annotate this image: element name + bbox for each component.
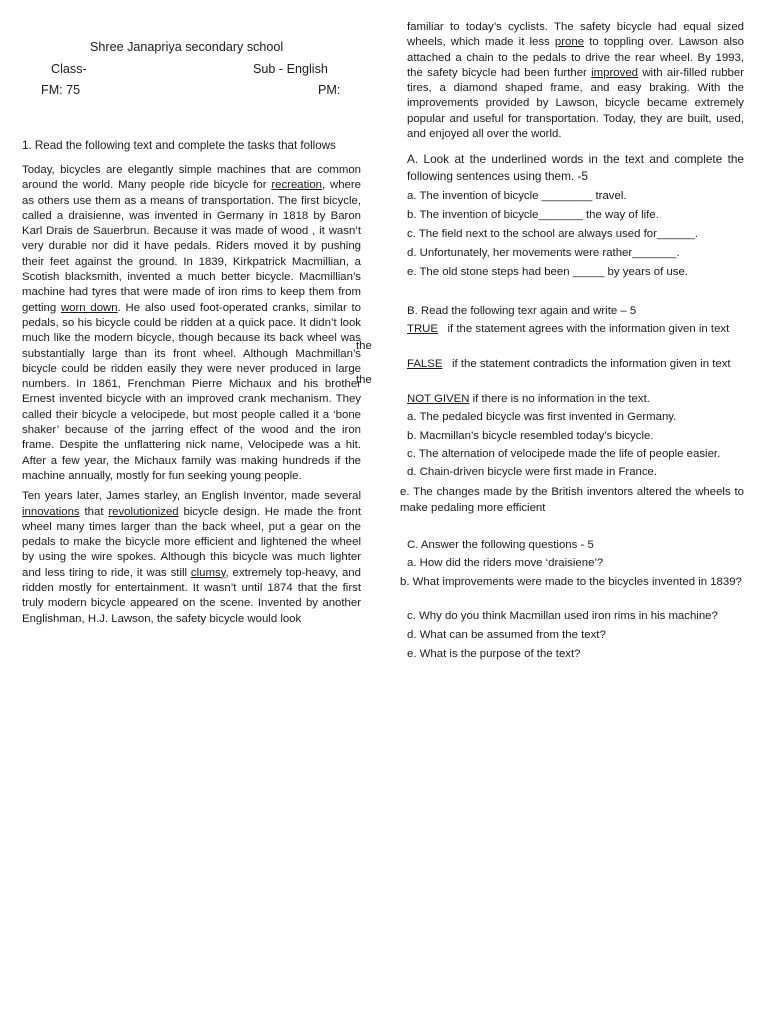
passage-paragraph-1 — [22, 163, 361, 484]
section-b-item: c. The alternation of velocipede made the life of people easier. — [407, 448, 721, 460]
section-a-item: d. Unfortunately, her movements were rather_______. — [407, 247, 680, 259]
section-c-question: d. What can be assumed from the text? — [407, 629, 606, 641]
underlined-word-recreation: recreation — [271, 179, 322, 192]
underlined-word-revolutionized: revolutionized — [108, 505, 179, 518]
true-description: if the statement agrees with the information given in text — [447, 323, 730, 335]
section-c-question: a. How did the riders move ‘draisiene’? — [407, 557, 604, 569]
passage-text: , extremely top-heavy, and ridden mostly for entertainment. It wasn’t until 1874 that the first truly modern bicycle appeared on the scene. Invented by another Englishman, H.J. Lawson, the safety bicycle would look — [22, 566, 361, 625]
passage-text: Ten years later, James starley, an English Inventor, made several — [22, 490, 361, 503]
passage-paragraph-2 — [22, 489, 361, 627]
section-c-question: e. What is the purpose of the text? — [407, 648, 581, 660]
passage-text: bicycle design. He made the front wheel many times larger than the back wheel, put a gear on the pedals to make the bicycle more efficient and lightened the wheel by using the wire spokes. Although this bicycle was much lighter and less tiring to ride, it was still — [22, 505, 361, 579]
section-b-instruction: B. Read the following texr again and write – 5 — [407, 305, 637, 317]
section-c-instruction: C. Answer the following questions - 5 — [407, 539, 594, 551]
section-a-item: b. The invention of bicycle_______ the way of life. — [407, 209, 659, 221]
full-marks-label: FM: 75 — [41, 83, 81, 97]
underlined-word-improved: improved — [591, 66, 639, 79]
passage-text: Today, bicycles are elegantly simple machines that are common around the world. Many people ride bicycle for — [22, 164, 361, 192]
false-description: if the statement contradicts the information given in text — [451, 358, 731, 370]
passage-text: . He also used foot-operated cranks, similar to pedals, so his bicycle could be ridden at a quick pace. It didn’t look much like the modern bicycle, though because its back wheel was substantially large than its front wheel. Although Machmillan’s bicycle could be ridden easily they were never produced in large numbers. In 1861, Frenchman Pierre Michaux and his brother Ernest invented bicycle with an improved crank mechanism. They called their bicycle a velocipede, but most people called it a ‘bone shaker’ because of the jarring effect of the wood and the iron frame. Despite the unflattering nick name, Velocipede was a hit. After a few year, the Michaux family was making hundreds if the machine annually, mostly for fun seeking young people. — [22, 301, 361, 482]
section-a-item: e. The old stone steps had been _____ by years of use. — [407, 266, 688, 278]
false-key: FALSE — [407, 358, 443, 370]
passage-right-column — [407, 20, 744, 142]
passage-text: , where as others use them as a means of transportation. The first bicycle, called a draisienne, was invented in Germany in 1818 by Baron Karl Drais de Sauerbrun. Because it was made of wood , it wasn’t very durable nor did it have pedals. Riders moved it by pushing their feet against the ground. In 1839, Kirkpatrick Macmillian, a Scotish blacksmith, invented a much better bicycle. Macmillian’s machine had tyres that were made of iron rims to keep them from getting — [22, 179, 361, 314]
underlined-word-prone: prone — [554, 36, 585, 49]
passage-paragraph-3 — [407, 20, 744, 142]
class-label: Class- — [51, 62, 87, 76]
section-b-item: b. Macmillan’s bicycle resembled today’s bicycle. — [407, 430, 654, 442]
section-b-item-e: e. The changes made by the British inventors altered the wheels to make pedaling more efficient — [400, 486, 744, 514]
section-b-not-given-definition — [407, 392, 650, 407]
not-given-key: NOT GIVEN — [407, 393, 470, 405]
section-b-true-definition — [407, 321, 744, 338]
pass-marks-label: PM: — [318, 83, 341, 97]
stray-text-the: the — [356, 374, 372, 386]
passage-text: familiar to today’s cyclists. The safety bicycle had equal sized wheels, which made it less — [407, 21, 744, 49]
stray-text-the: the — [356, 340, 372, 352]
school-name: Shree Janapriya secondary school — [90, 40, 284, 54]
section-b-false-definition — [407, 356, 744, 373]
true-key: TRUE — [407, 323, 439, 335]
underlined-word-clumsy: clumsy — [190, 566, 226, 579]
task-instruction: 1. Read the following text and complete the tasks that follows — [22, 139, 336, 152]
section-c-question: c. Why do you think Macmillan used iron rims in his machine? — [407, 610, 718, 622]
section-b-item: a. The pedaled bicycle was first invented in Germany. — [407, 411, 677, 423]
section-c-question: b. What improvements were made to the bicycles invented in 1839? — [400, 576, 742, 588]
not-given-description: if there is no information in the text. — [469, 393, 650, 405]
section-a-item: c. The field next to the school are always used for______. — [407, 228, 699, 240]
subject-label: Sub - English — [253, 62, 328, 76]
section-a-item: a. The invention of bicycle ________ travel. — [407, 190, 627, 202]
passage-text: with air-filled rubber tires, a diamond shaped frame, and easy braking. With the improvements provided by Lawson, bicycle became extremely popular and useful for transportation. Today, they are built, used, and enjoyed all over the world. — [407, 66, 744, 141]
section-a-instruction: A. Look at the underlined words in the text and complete the following sentences using them. -5 — [407, 152, 744, 183]
passage-text: to toppling over. Lawson also attached a chain to the pedals to drive the rear wheel. By 1993, the safety bicycle had been further — [407, 36, 745, 79]
underlined-word-innovations: innovations — [22, 505, 80, 518]
underlined-word-worn-down: worn down — [60, 301, 118, 314]
section-b-item: d. Chain-driven bicycle were first made in France. — [407, 466, 658, 478]
passage-left-column — [22, 163, 361, 627]
passage-text: that — [79, 505, 109, 518]
